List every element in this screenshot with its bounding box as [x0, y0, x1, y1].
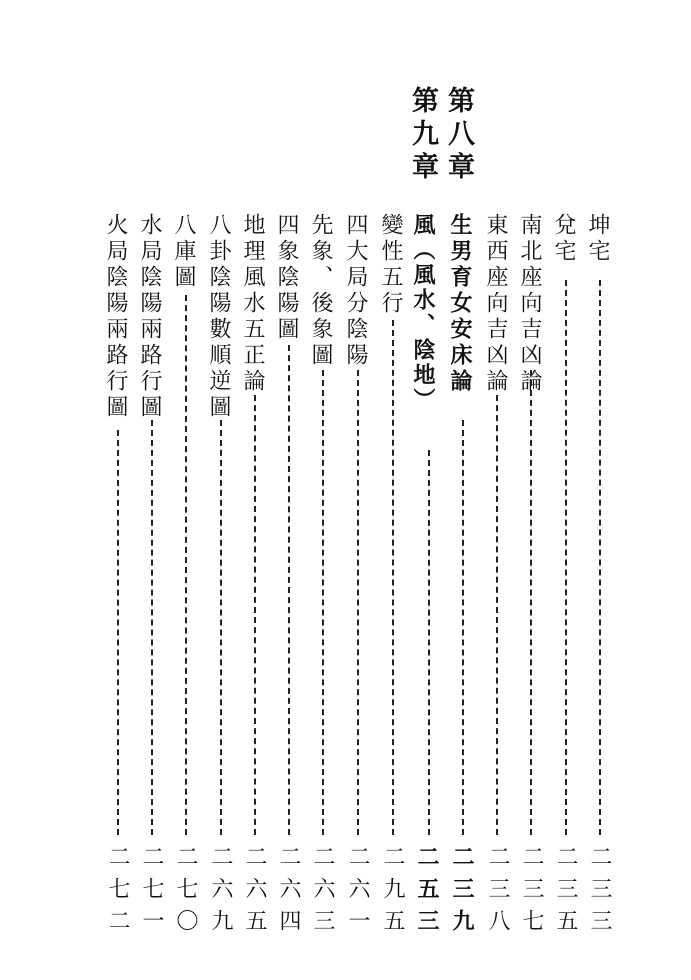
toc-entry-title: 四象陰陽圖 — [274, 213, 299, 343]
toc-entry-title: 火局陰陽兩路行圖 — [103, 213, 128, 421]
toc-page-number: 二三五 — [553, 845, 578, 941]
toc-entry-title: 八卦陰陽數順逆圖 — [206, 213, 231, 421]
toc-page-number: 二六四 — [276, 845, 301, 941]
toc-page-number: 二七一 — [139, 845, 164, 941]
toc-page-number: 二三三 — [587, 845, 612, 941]
chapter-heading-8: 第八章 — [443, 86, 474, 185]
toc-page-number: 二六五 — [242, 845, 267, 941]
toc-entry-title: 兌宅 — [551, 213, 576, 265]
toc-entry-title: 八庫圖 — [171, 213, 196, 291]
dotted-leader — [322, 370, 324, 835]
toc-page-number: 二七〇 — [173, 845, 198, 941]
dotted-leader — [462, 420, 464, 835]
toc-page-number: 二七二 — [105, 845, 130, 941]
toc-page-number: 二九五 — [380, 845, 405, 941]
toc-entry-title: 東西座向吉凶論 — [483, 213, 508, 395]
toc-page-number: 二六一 — [345, 845, 370, 941]
toc-entry-title: 生男育女安床論 — [447, 213, 473, 395]
toc-page-number: 二三七 — [519, 845, 544, 941]
toc-entry-title: 變性五行 — [378, 213, 403, 317]
dotted-leader — [185, 295, 187, 835]
dotted-leader — [565, 280, 567, 835]
toc-page-number: 二三八 — [485, 845, 510, 941]
chapter-heading-9: 第九章 — [407, 86, 438, 185]
toc-entry-title: 地理風水五正論 — [240, 213, 265, 395]
dotted-leader — [392, 320, 394, 835]
toc-page-number: 二五三 — [414, 845, 440, 941]
toc-entry-title: 坤宅 — [585, 213, 610, 265]
dotted-leader — [357, 370, 359, 835]
dotted-leader — [220, 420, 222, 835]
toc-entry-title: 先象、後象圖 — [308, 213, 333, 369]
toc-page-number: 二三九 — [449, 845, 475, 941]
dotted-leader — [599, 280, 601, 835]
dotted-leader — [288, 345, 290, 835]
dotted-leader — [496, 395, 498, 835]
dotted-leader — [530, 370, 532, 835]
dotted-leader — [254, 395, 256, 835]
toc-entry-title: 水局陰陽兩路行圖 — [137, 213, 162, 421]
dotted-leader — [428, 450, 430, 835]
dotted-leader — [151, 420, 153, 835]
toc-entry-title: 風（風水、陰地） — [410, 213, 436, 413]
toc-page-number: 二六三 — [310, 845, 335, 941]
toc-entry-title: 四大局分陰陽 — [343, 213, 368, 369]
dotted-leader — [117, 430, 119, 835]
toc-entry-title: 南北座向吉凶論 — [517, 213, 542, 395]
toc-page-number: 二六九 — [208, 845, 233, 941]
